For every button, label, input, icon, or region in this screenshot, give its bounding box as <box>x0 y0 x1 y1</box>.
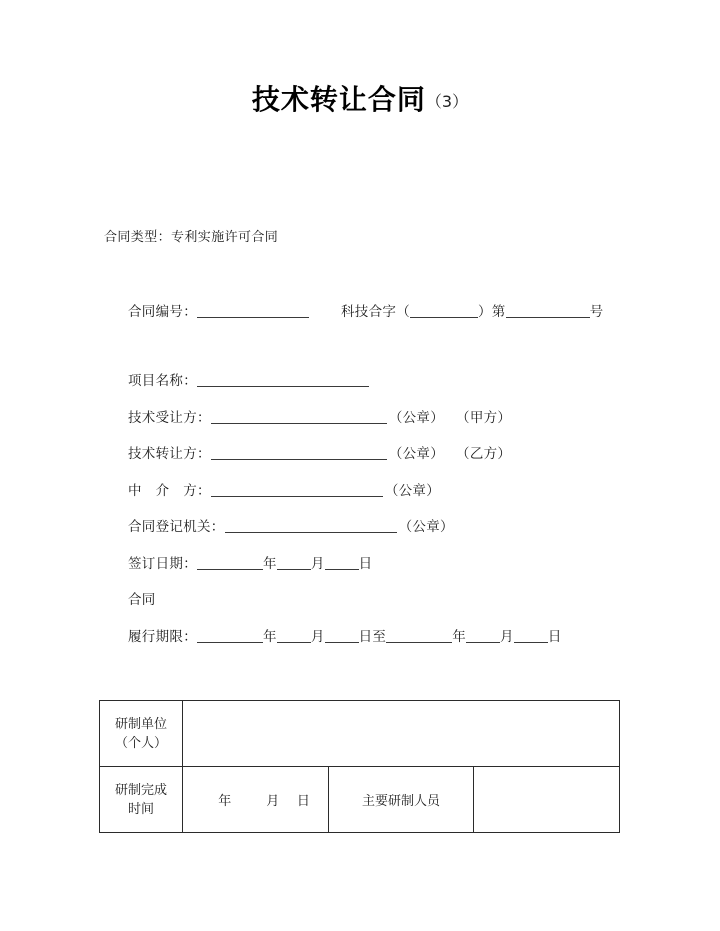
table-row <box>100 701 620 767</box>
term-end-month-unit: 月 <box>500 628 514 645</box>
reference-number-blank[interactable] <box>506 303 590 318</box>
developer-unit-label-line2: （个人） <box>114 735 167 751</box>
intermediary-seal-label: （公章） <box>384 482 441 499</box>
transferor-label: 技术转让方： <box>128 446 211 462</box>
sign-date-month-blank[interactable] <box>277 555 311 570</box>
contract-number-line <box>128 300 603 320</box>
sign-date-label: 签订日期： <box>128 555 197 572</box>
sign-date-day-unit: 日 <box>358 555 373 572</box>
term-end-year-unit: 年 <box>452 628 467 645</box>
completion-date-cell[interactable] <box>183 767 329 833</box>
completion-date-month-unit: 月 <box>266 794 280 809</box>
developer-unit-label-line1: 研制单位 <box>114 716 167 732</box>
contract-word-label: 合同 <box>128 592 156 608</box>
completion-time-label-cell <box>100 767 183 833</box>
registry-seal-label: （公章） <box>398 519 454 535</box>
field-transferee <box>128 408 562 445</box>
term-end-year-blank[interactable] <box>386 628 452 643</box>
title-main-text: 技术转让合同 <box>251 83 426 116</box>
project-name-label: 项目名称： <box>128 373 197 389</box>
term-end-month-blank[interactable] <box>466 628 500 643</box>
reference-middle-label: ）第 <box>478 304 506 320</box>
field-contract-word <box>128 590 562 627</box>
transferor-party-label: （乙方） <box>456 446 512 462</box>
completion-time-label-line1: 研制完成 <box>114 782 167 798</box>
reference-prefix-label: 科技合字（ <box>341 304 410 320</box>
reference-suffix-label: 号 <box>589 304 604 320</box>
term-end-day-unit: 日 <box>547 628 562 645</box>
development-info-table <box>99 700 620 833</box>
transferee-party-label: （甲方） <box>456 409 512 426</box>
transferor-seal-label: （公章） <box>388 446 445 462</box>
transferee-label: 技术受让方： <box>128 409 211 426</box>
table-row <box>100 767 620 833</box>
reference-paren-blank[interactable] <box>410 303 478 318</box>
developer-unit-value-cell[interactable] <box>183 701 620 767</box>
term-start-month-unit: 月 <box>310 628 325 645</box>
completion-time-label-line2: 时间 <box>127 801 154 817</box>
intermediary-label: 中 介 方： <box>128 482 211 499</box>
developer-unit-label-cell <box>100 701 183 767</box>
term-start-year-blank[interactable] <box>197 628 263 643</box>
field-registry <box>128 517 562 554</box>
transferee-blank[interactable] <box>211 409 387 424</box>
term-start-year-unit: 年 <box>263 628 277 645</box>
completion-date-year-unit: 年 <box>218 794 232 809</box>
field-sign-date <box>128 554 562 591</box>
main-developers-value-cell[interactable] <box>474 767 620 833</box>
sign-date-month-unit: 月 <box>310 555 325 572</box>
field-transferor <box>128 444 562 481</box>
intermediary-blank[interactable] <box>211 482 383 497</box>
contract-type-line: 合同类型：专利实施许可合同 <box>104 230 279 245</box>
field-list <box>128 371 562 663</box>
field-project-name <box>128 371 562 408</box>
term-start-month-blank[interactable] <box>277 628 311 643</box>
field-term <box>128 627 562 664</box>
sign-date-year-blank[interactable] <box>197 555 263 570</box>
contract-number-label: 合同编号： <box>128 304 197 320</box>
term-end-day-blank[interactable] <box>514 628 548 643</box>
sign-date-day-blank[interactable] <box>325 555 359 570</box>
term-start-day-unit: 日至 <box>358 628 387 645</box>
transferee-seal-label: （公章） <box>388 409 445 426</box>
term-label: 履行期限： <box>128 628 197 645</box>
registry-label: 合同登记机关： <box>128 519 225 535</box>
main-developers-header-cell: 主要研制人员 <box>328 767 474 833</box>
field-intermediary <box>128 481 562 518</box>
sign-date-year-unit: 年 <box>263 555 277 572</box>
transferor-blank[interactable] <box>211 445 387 460</box>
title-suffix-text: （3） <box>425 92 469 111</box>
contract-number-blank[interactable] <box>197 303 309 318</box>
registry-blank[interactable] <box>225 518 397 533</box>
term-start-day-blank[interactable] <box>325 628 359 643</box>
page-title <box>0 78 720 118</box>
completion-date-day-unit: 日 <box>296 794 310 809</box>
project-name-blank[interactable] <box>197 372 369 387</box>
